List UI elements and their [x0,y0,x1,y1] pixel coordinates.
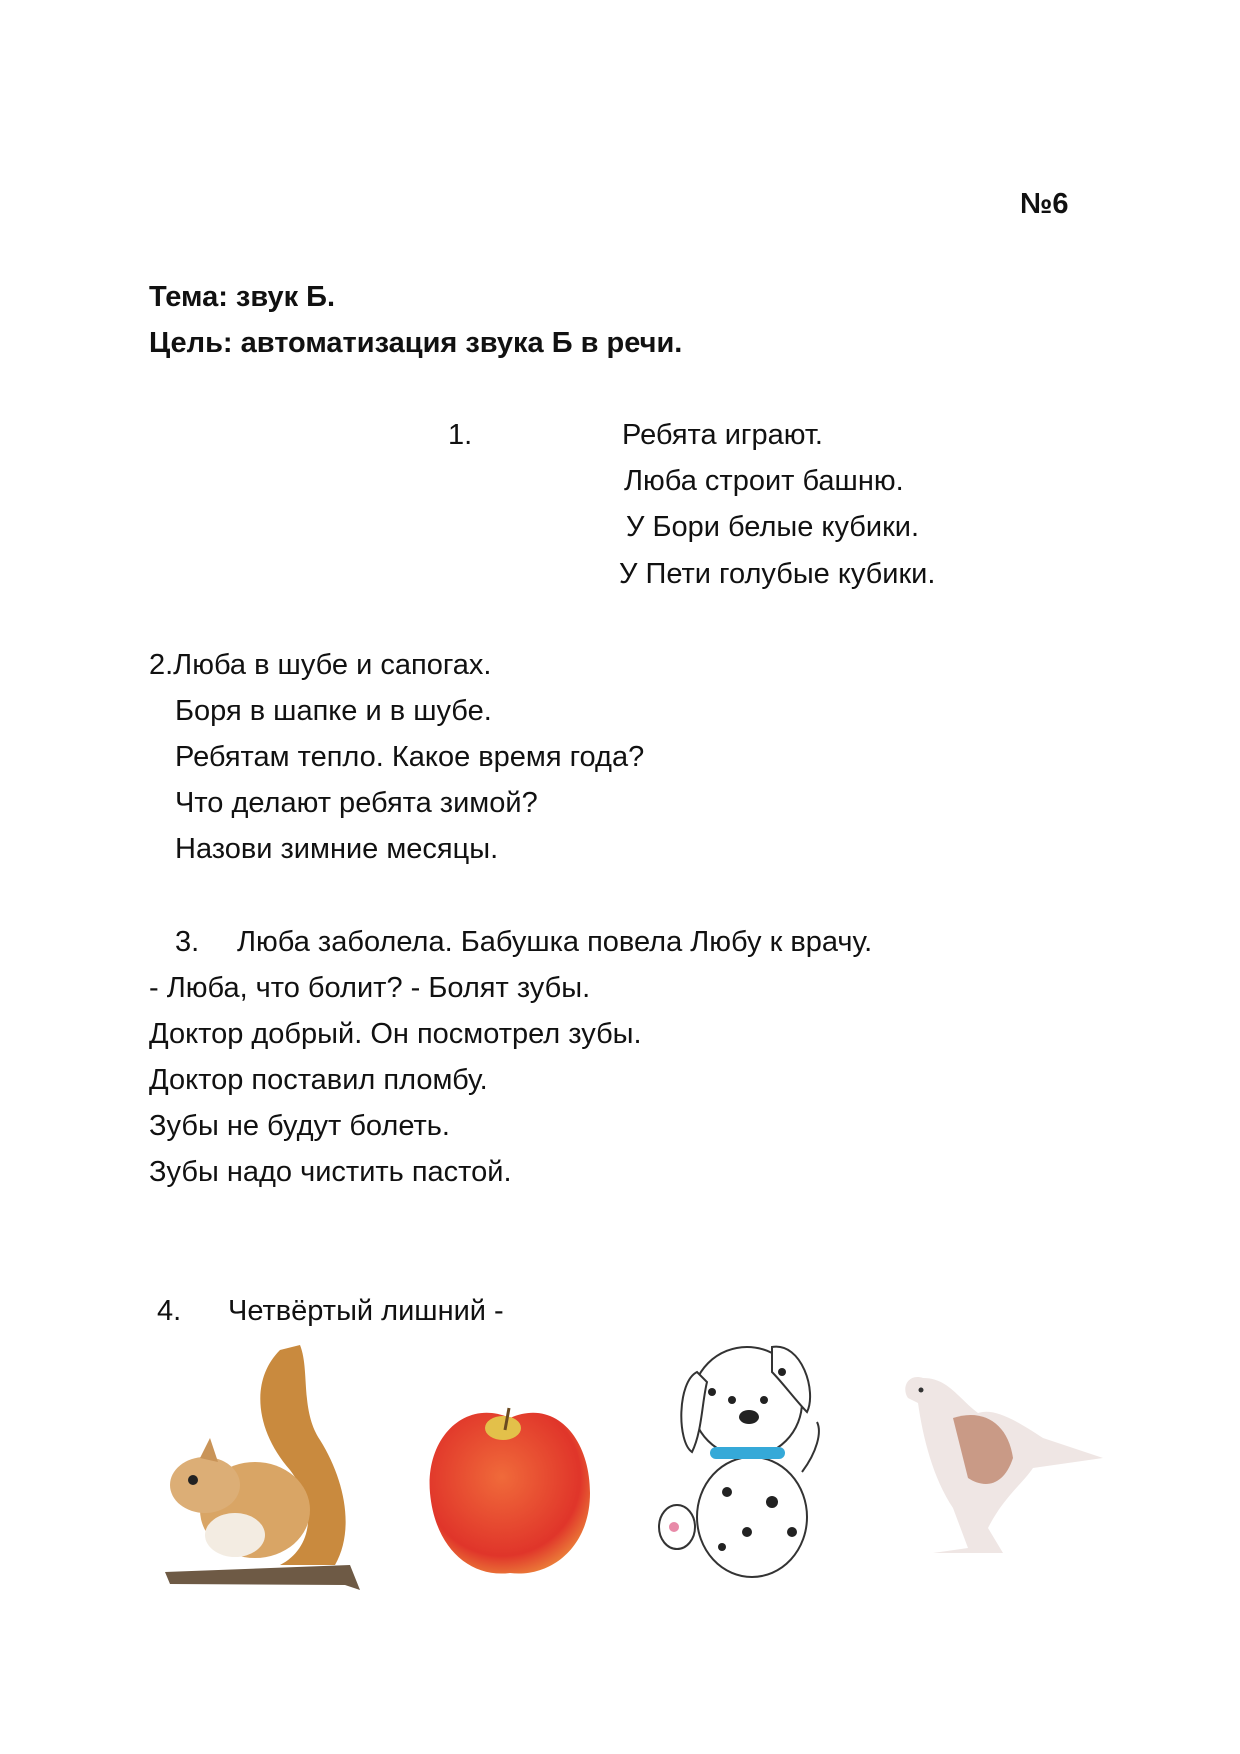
exercise-3-line: Доктор добрый. Он посмотрел зубы. [149,1018,642,1050]
exercise-2-line: Боря в шапке и в шубе. [175,695,492,727]
topic-heading: Тема: звук Б. [149,281,336,313]
exercise-2-line: 2.Люба в шубе и сапогах. [149,649,492,681]
exercise-1-line: У Бори белые кубики. [626,511,920,543]
dalmatian-puppy-picture [652,1332,842,1584]
apple-picture [425,1398,595,1578]
exercise-4-number: 4. [157,1295,182,1327]
exercise-4-text: Четвёртый лишний - [228,1295,504,1327]
exercise-3-line: Доктор поставил пломбу. [149,1064,488,1096]
worksheet-number: №6 [1020,188,1069,220]
exercise-3-line: Зубы надо чистить пастой. [149,1156,512,1188]
goal-heading: Цель: автоматизация звука Б в речи. [149,327,683,359]
pigeon-picture [893,1358,1108,1558]
exercise-3-line: Зубы не будут болеть. [149,1110,450,1142]
exercise-2-line: Ребятам тепло. Какое время года? [175,741,645,773]
exercise-1-number: 1. [448,419,473,451]
exercise-3-line: - Люба, что болит? - Болят зубы. [149,972,591,1004]
exercise-2-line: Назови зимние месяцы. [175,833,499,865]
exercise-3-line: Люба заболела. Бабушка повела Любу к врачу. [237,926,873,958]
exercise-2-line: Что делают ребята зимой? [175,787,538,819]
exercise-1-line: Ребята играют. [622,419,823,451]
exercise-1-line: Люба строит башню. [624,465,904,497]
exercise-3-number: 3. [175,926,200,958]
exercise-1-line: У Пети голубые кубики. [619,558,936,590]
squirrel-picture [160,1340,385,1590]
